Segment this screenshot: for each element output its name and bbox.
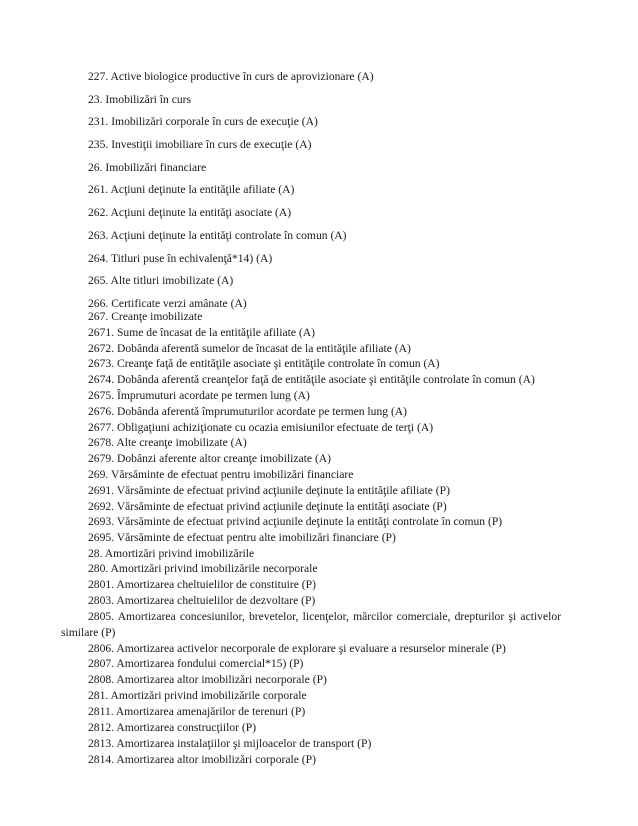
account-line: 2808. Amortizarea altor imobilizări necorporale (P)	[88, 673, 327, 687]
account-line: 26. Imobilizări financiare	[88, 160, 207, 174]
account-line: 2675. Împrumuturi acordate pe termen lung (A)	[88, 388, 310, 402]
account-line: 2692. Vărsăminte de efectuat privind acţiunile deţinute la entităţi asociate (P)	[88, 499, 447, 513]
account-line: 266. Certificate verzi amânate (A)	[88, 296, 247, 310]
account-line: 264. Titluri puse în echivalenţă*14) (A)	[88, 251, 273, 265]
account-line: 2674. Dobânda aferentă creanţelor faţă de entităţile asociate şi entităţile controlate în comun (A)	[88, 373, 535, 387]
account-line: 2806. Amortizarea activelor necorporale de explorare şi evaluare a resurselor minerale (P)	[88, 641, 506, 655]
account-line: 262. Acţiuni deţinute la entităţi asociate (A)	[88, 206, 292, 220]
account-line: 2801. Amortizarea cheltuielilor de constituire (P)	[88, 577, 316, 591]
account-line: 2676. Dobânda aferentă împrumuturilor acordate pe termen lung (A)	[88, 404, 408, 418]
account-line: 2673. Creanţe faţă de entităţile asociate şi entităţile controlate în comun (A)	[88, 357, 440, 371]
account-line: 263. Acţiuni deţinute la entităţi controlate în comun (A)	[88, 228, 347, 242]
account-line: 281. Amortizări privind imobilizările corporale	[88, 689, 307, 703]
account-list-spaced	[61, 66, 581, 316]
account-list-amortization	[61, 561, 561, 768]
account-line: 2805. Amortizarea concesiunilor, brevetelor, licenţelor, mărcilor comerciale, drepturilor şi activelor similare (P)	[61, 609, 561, 639]
account-line: 2814. Amortizarea altor imobilizări corporale (P)	[88, 752, 316, 766]
account-line: 280. Amortizări privind imobilizările necorporale	[88, 562, 318, 575]
account-line: 227. Active biologice productive în curs de aprovizionare (A)	[88, 70, 374, 83]
account-line: 2678. Alte creanţe imobilizate (A)	[88, 436, 247, 450]
account-line: 267. Creanţe imobilizate	[88, 310, 203, 323]
account-line: 231. Imobilizări corporale în curs de execuţie (A)	[88, 115, 318, 129]
account-line: 2693. Vărsăminte de efectuat privind acţiunile deţinute la entităţi controlate în comun (P)	[88, 515, 503, 529]
account-line: 2811. Amortizarea amenajărilor de terenuri (P)	[88, 705, 306, 719]
account-line: 235. Investiţii imobiliare în curs de execuţie (A)	[88, 138, 312, 152]
account-line: 261. Acţiuni deţinute la entităţile afiliate (A)	[88, 183, 295, 197]
account-line: 2672. Dobânda aferentă sumelor de încasat de la entităţile afiliate (A)	[88, 341, 411, 355]
account-line: 2803. Amortizarea cheltuielilor de dezvoltare (P)	[88, 593, 316, 607]
account-line: 2679. Dobânzi aferente altor creanţe imobilizate (A)	[88, 452, 332, 466]
account-line: 2671. Sume de încasat de la entităţile afiliate (A)	[88, 325, 315, 339]
account-list-dense	[61, 309, 561, 562]
account-line: 2691. Vărsăminte de efectuat privind acţiunile deţinute la entităţile afiliate (P)	[88, 483, 450, 497]
account-line: 2813. Amortizarea instalaţiilor şi mijloacelor de transport (P)	[88, 736, 372, 750]
account-line: 265. Alte titluri imobilizate (A)	[88, 274, 234, 288]
account-line: 2695. Vărsăminte de efectuat pentru alte imobilizări financiare (P)	[88, 531, 396, 545]
account-line: 2812. Amortizarea construcţiilor (P)	[88, 721, 257, 735]
account-line: 2807. Amortizarea fondului comercial*15) (P)	[88, 657, 304, 671]
account-line: 2677. Obligaţiuni achiziţionate cu ocazia emisiunilor efectuate de terţi (A)	[88, 420, 434, 434]
account-line: 23. Imobilizări în curs	[88, 92, 192, 106]
account-line: 28. Amortizări privind imobilizările	[88, 546, 255, 560]
account-line: 269. Vărsăminte de efectuat pentru imobilizări financiare	[88, 467, 354, 481]
